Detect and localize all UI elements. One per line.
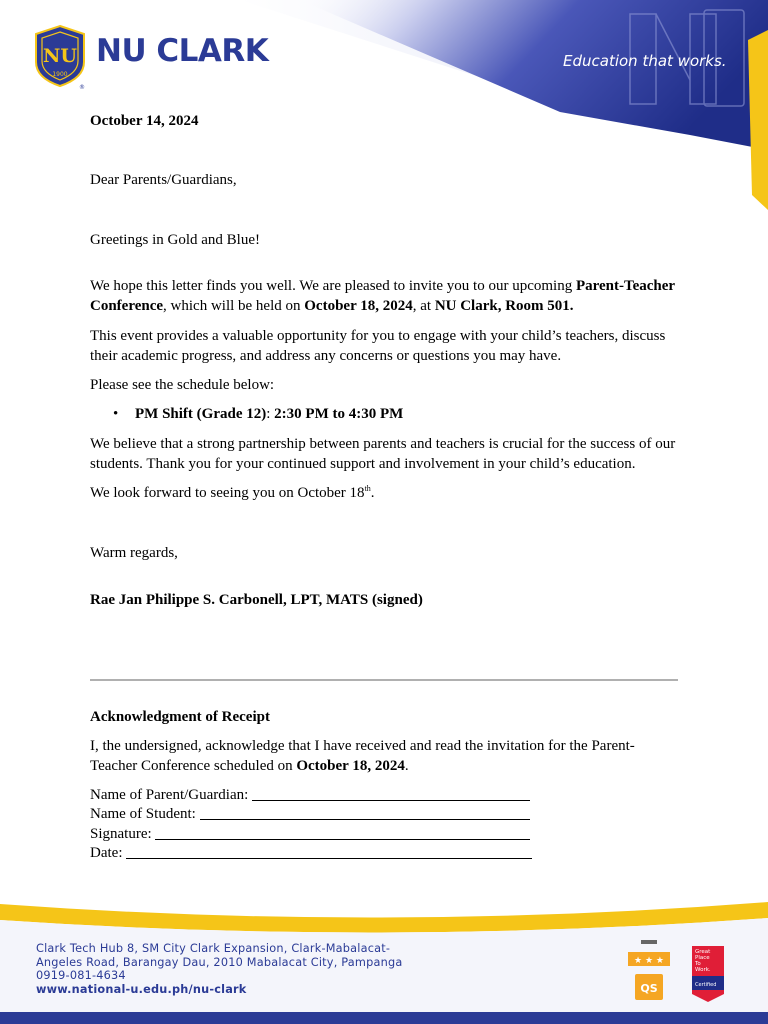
footer-address: Clark Tech Hub 8, SM City Clark Expansion, Clark-Mabalacat- Angeles Road, Barangay Dau, 2010 Mabalacat City, Pampanga 0919-081-4634 www.national-u.edu.ph/nu-clark <box>36 942 403 996</box>
field-label: Signature: <box>90 826 156 842</box>
svg-text:1900: 1900 <box>52 71 68 78</box>
svg-text:To: To <box>695 961 701 967</box>
paragraph-schedule-intro: Please see the schedule below: <box>90 377 275 393</box>
qs-stars-badge-icon <box>628 940 670 1002</box>
svg-text:Work.: Work. <box>695 967 711 973</box>
svg-text:Certified: Certified <box>695 982 717 988</box>
nu-seal-icon <box>32 24 88 88</box>
schedule-item: PM Shift (Grade 12): 2:30 PM to 4:30 PM <box>135 406 404 422</box>
great-place-to-work-badge-icon <box>692 946 724 1002</box>
letter-date: October 14, 2024 <box>90 113 199 129</box>
closing: Warm regards, <box>90 545 178 561</box>
footer-phone: 0919-081-4634 <box>36 969 126 982</box>
signature-blank[interactable] <box>155 825 530 840</box>
field-date <box>90 844 532 863</box>
svg-text:Great: Great <box>695 949 711 955</box>
paragraph-partnership: We believe that a strong partnership between parents and teachers is crucial for the success of our students. Thank you for your continued support and involvement in your child’s education. <box>90 436 676 472</box>
svg-text:Place: Place <box>695 955 710 961</box>
field-label: Date: <box>90 845 127 861</box>
field-label: Name of Student: <box>90 806 200 822</box>
footer-website[interactable]: www.national-u.edu.ph/nu-clark <box>36 982 247 996</box>
registered-mark: ® <box>79 84 85 91</box>
acknowledgment-title: Acknowledgment of Receipt <box>90 709 270 725</box>
date-blank[interactable] <box>126 844 532 859</box>
student-name-blank[interactable] <box>200 805 530 820</box>
signatory: Rae Jan Philippe S. Carbonell, LPT, MATS (signed) <box>90 592 423 608</box>
svg-text:★ ★ ★: ★ ★ ★ <box>634 956 664 966</box>
salutation: Dear Parents/Guardians, <box>90 172 237 188</box>
paragraph-opportunity: This event provides a valuable opportunity for you to engage with your child’s teachers, discuss their academic progress, and address any concerns or questions you may have. <box>90 328 666 364</box>
bullet-icon: • <box>113 406 119 422</box>
svg-text:NU: NU <box>43 45 77 67</box>
field-label: Name of Parent/Guardian: <box>90 787 253 803</box>
field-parent-name <box>90 786 530 805</box>
field-signature <box>90 825 530 844</box>
greeting: Greetings in Gold and Blue! <box>90 232 260 248</box>
divider <box>90 679 678 681</box>
acknowledgment-text: I, the undersigned, acknowledge that I have received and read the invitation for the Parent-Teacher Conference scheduled on October 18, 2024. <box>90 738 635 774</box>
paragraph-closing-line: We look forward to seeing you on October 18th. <box>90 484 375 501</box>
tagline: Education that works. <box>563 52 727 70</box>
paragraph-invitation: We hope this letter finds you well. We are pleased to invite you to our upcoming Parent-Teacher Conference, which will be held on October 18, 2024, at NU Clark, Room 501. <box>90 278 675 314</box>
svg-text:QS: QS <box>640 982 658 995</box>
parent-name-blank[interactable] <box>252 786 530 801</box>
brand-name: NU CLARK <box>96 33 269 69</box>
field-student-name <box>90 805 530 824</box>
